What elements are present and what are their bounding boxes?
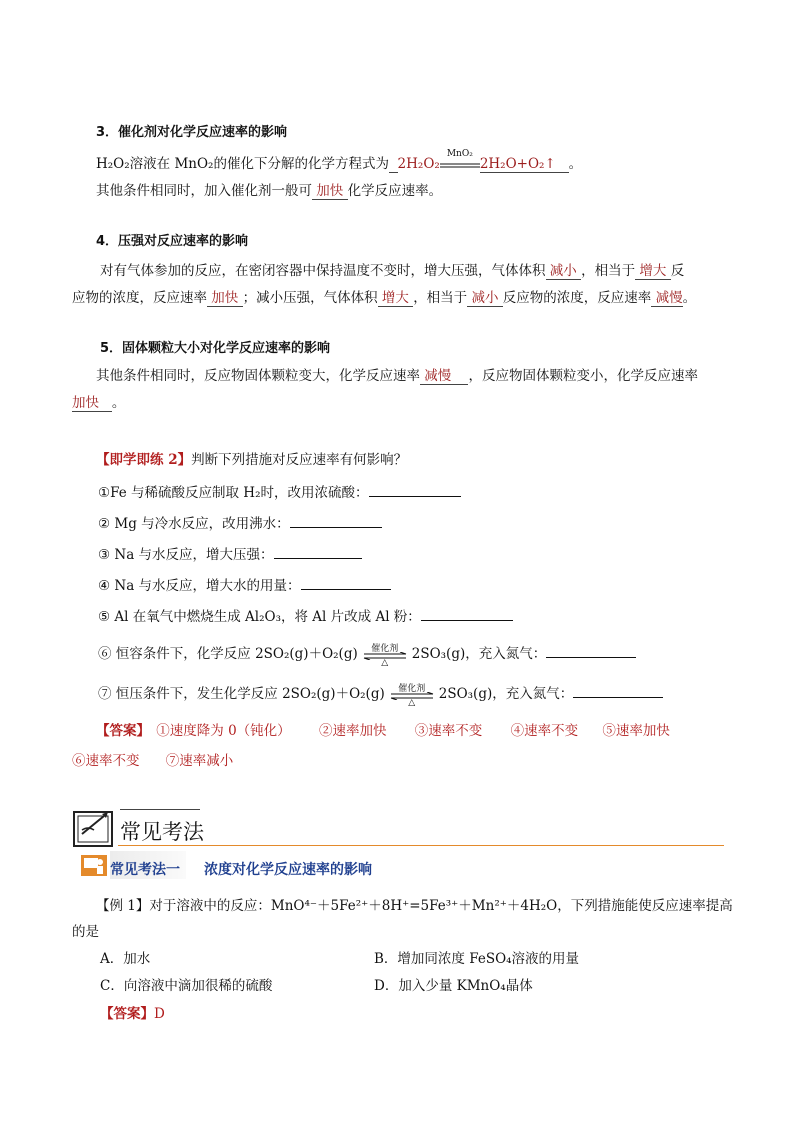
answer-7: ⑦速率减小 — [165, 753, 234, 769]
answer-blank-6[interactable] — [546, 644, 636, 658]
s5-l1-b: ，反应物固体颗粒变小，化学反应速率 — [468, 368, 698, 384]
banner-underline — [118, 845, 724, 846]
example-text-a: 对于溶液中的反应：MnO⁴⁻＋5Fe²⁺＋8H⁺=5Fe³⁺＋Mn²⁺＋4H₂O，下列措施能使反应速率提高 — [149, 898, 733, 914]
practice-item-7 — [98, 682, 663, 708]
s4-fill-6: 减慢 — [655, 290, 683, 306]
s4-fill-1: 减小 — [549, 263, 577, 279]
section-3-heading: 3．催化剂对化学反应速率的影响 — [96, 125, 288, 140]
option-c[interactable]: C．向溶液中滴加很稀的硫酸 — [100, 978, 273, 994]
practice-answers-line2 — [72, 749, 233, 769]
equilibrium-arrow-icon — [362, 643, 408, 668]
practice-item-6-post: 2SO₃(g)，充入氮气： — [411, 646, 547, 662]
teacher-icon — [80, 853, 108, 877]
s3-eq-left: 2H₂O₂ — [397, 156, 440, 172]
section-3-line1 — [96, 148, 583, 172]
section-5-line2 — [72, 391, 125, 411]
catalyst-label: 催化剂 — [398, 683, 426, 694]
method-subtitle: 浓度对化学反应速率的影响 — [204, 862, 372, 878]
s4-fill-3: 加快 — [211, 290, 239, 306]
practice-item-1 — [98, 481, 461, 501]
section-3-line2 — [96, 179, 442, 199]
example-answer-tag: 【答案】 — [100, 1006, 154, 1022]
heat-label: △ — [381, 657, 389, 668]
answer-3: ③速率不变 — [414, 723, 483, 739]
option-b[interactable]: B．增加同浓度 FeSO₄溶液的用量 — [374, 951, 580, 967]
s4-fill-4: 增大 — [381, 290, 409, 306]
answer-1: ①速度降为 0（钝化） — [156, 723, 291, 739]
answer-2: ②速率加快 — [318, 723, 387, 739]
option-d[interactable]: D．加入少量 KMnO₄晶体 — [374, 978, 533, 994]
s4-l2-d: 反应物的浓度，反应速率 — [502, 290, 652, 306]
s3-line2-pre: 其他条件相同时，加入催化剂一般可 — [96, 183, 312, 199]
answer-5: ⑤速率加快 — [602, 723, 670, 739]
answer-4: ④速率不变 — [510, 723, 579, 739]
practice-item-2-text: ② Mg 与冷水反应，改用沸水： — [98, 516, 290, 532]
s4-l1-b: ，相当于 — [581, 263, 636, 279]
practice-header — [96, 448, 407, 468]
answer-blank-1[interactable] — [369, 483, 461, 497]
practice-item-1-text: ①Fe 与稀硫酸反应制取 H₂时，改用浓硫酸： — [98, 485, 369, 501]
eq-arrow — [440, 148, 480, 172]
s4-l1-a: 对有气体参加的反应，在密闭容器中保持温度不变时，增大压强，气体体积 — [100, 263, 546, 279]
example-answer — [100, 1002, 165, 1022]
answer-blank-4[interactable] — [301, 576, 391, 590]
practice-item-2 — [98, 512, 382, 532]
section-4-heading: 4．压强对反应速率的影响 — [96, 234, 249, 249]
practice-prompt: 判断下列措施对反应速率有何影响？ — [191, 452, 408, 468]
answer-blank-2[interactable] — [290, 514, 382, 528]
banner-title: 常见考法 — [120, 820, 204, 844]
s3-line2-post: 化学反应速率。 — [347, 183, 443, 199]
practice-item-7-pre: ⑦ 恒压条件下，发生化学反应 2SO₂(g)＋O₂(g) — [98, 686, 385, 702]
answer-blank-3[interactable] — [274, 545, 362, 559]
example-line1 — [96, 894, 733, 914]
equilibrium-arrow-icon — [389, 683, 435, 708]
practice-item-3 — [98, 543, 362, 563]
practice-item-3-text: ③ Na 与水反应，增大压强： — [98, 547, 274, 563]
s4-l2-e: 。 — [682, 290, 697, 306]
s4-l1-tail: 反 — [670, 263, 685, 279]
example-answer-value: D — [154, 1006, 165, 1022]
s5-l1-a: 其他条件相同时，反应物固体颗粒变大，化学反应速率 — [96, 368, 420, 384]
practice-item-7-post: 2SO₃(g)，充入氮气： — [438, 686, 574, 702]
s3-eq-right: 2H₂O+O₂↑ — [479, 156, 556, 172]
practice-item-5-text: ⑤ Al 在氧气中燃烧生成 Al₂O₃，将 Al 片改成 Al 粉： — [98, 609, 421, 625]
section-4-line2 — [72, 286, 696, 306]
s3-line1-end: 。 — [568, 156, 583, 172]
s5-l2-b: 。 — [111, 395, 126, 411]
s5-fill-2: 加快 — [72, 395, 99, 411]
s5-fill-1: 减慢 — [424, 368, 452, 384]
banner-top-rule — [120, 809, 200, 810]
s3-fill-accelerate: 加快 — [316, 183, 344, 199]
s3-line1-text: H₂O₂溶液在 MnO₂的催化下分解的化学方程式为 — [96, 156, 389, 172]
example-line2: 的是 — [72, 924, 99, 940]
s4-fill-2: 增大 — [639, 263, 667, 279]
answer-6: ⑥速率不变 — [72, 753, 140, 769]
s3-equation — [397, 148, 556, 172]
practice-item-6-pre: ⑥ 恒容条件下，化学反应 2SO₂(g)＋O₂(g) — [98, 646, 358, 662]
answer-blank-5[interactable] — [421, 607, 513, 621]
practice-item-4 — [98, 574, 391, 594]
method-title: 常见考法一 — [110, 862, 180, 878]
practice-tag: 【即学即练 2】 — [96, 452, 192, 468]
practice-item-5 — [98, 605, 513, 625]
notebook-icon — [72, 806, 116, 848]
s4-l2-a: 应物的浓度，反应速率 — [72, 290, 207, 306]
section-5-heading: 5．固体颗粒大小对化学反应速率的影响 — [100, 341, 331, 356]
s4-l2-c: ，相当于 — [413, 290, 468, 306]
practice-item-4-text: ④ Na 与水反应，增大水的用量： — [98, 578, 301, 594]
practice-answer-tag: 【答案】 — [96, 723, 150, 739]
s3-eq-catalyst: MnO₂ — [446, 148, 473, 159]
s4-l2-b: ；减小压强，气体体积 — [242, 290, 378, 306]
section-5-line1 — [96, 364, 698, 384]
practice-item-6 — [98, 642, 636, 668]
practice-answers-line1 — [96, 719, 670, 739]
example-tag: 【例 1】 — [96, 898, 150, 914]
answer-blank-7[interactable] — [573, 684, 663, 698]
catalyst-label: 催化剂 — [371, 643, 399, 654]
heat-label: △ — [408, 697, 416, 708]
option-a[interactable]: A．加水 — [100, 951, 151, 967]
s4-fill-5: 减小 — [471, 290, 499, 306]
section-4-line1 — [100, 259, 684, 279]
